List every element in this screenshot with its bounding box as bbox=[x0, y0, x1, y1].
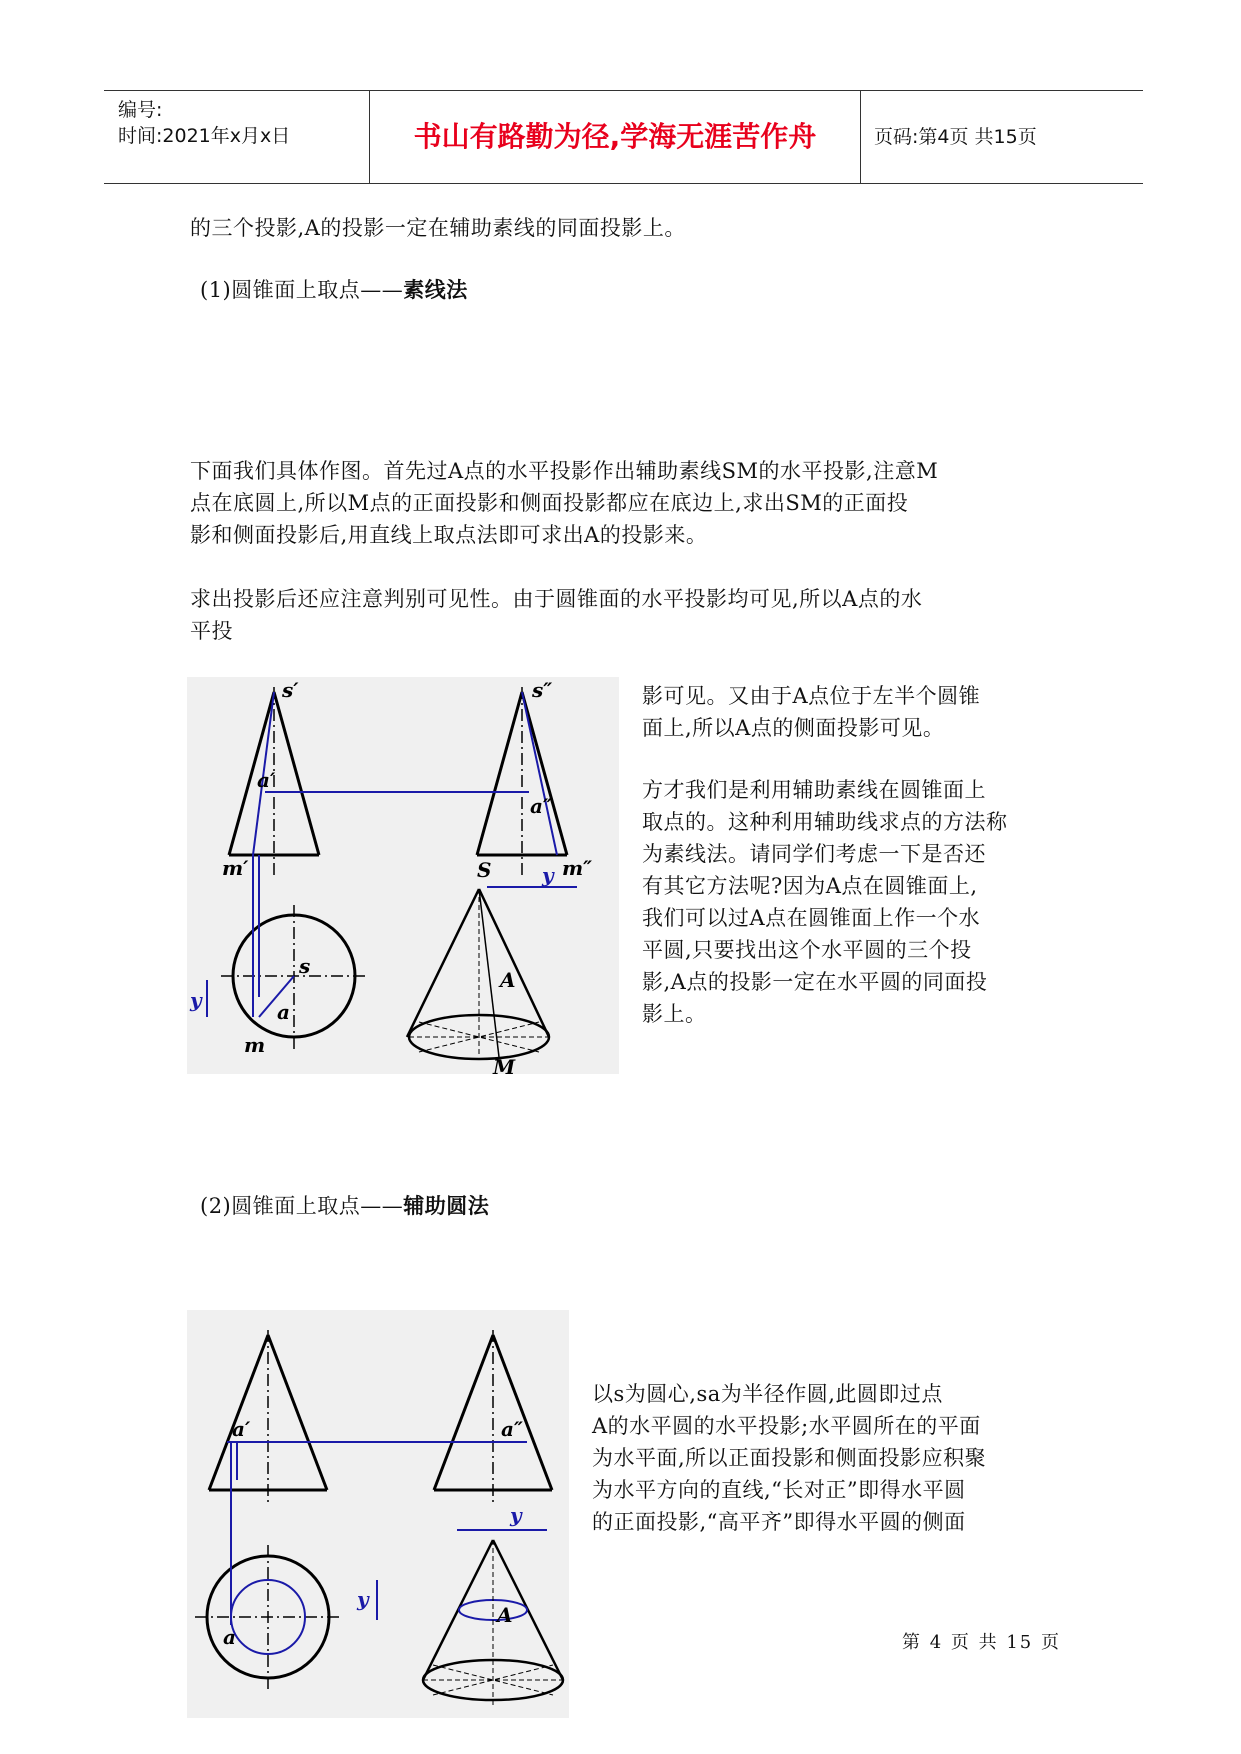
side3-line: A的水平圆的水平投影;水平圆所在的平面 bbox=[592, 1414, 981, 1438]
side1-line: 影可见。又由于A点位于左半个圆锥 bbox=[642, 684, 981, 708]
page-footer: 第 4 页 共 15 页 bbox=[902, 1632, 1061, 1653]
side3-line: 以s为圆心,sa为半径作圆,此圆即过点 bbox=[592, 1382, 943, 1406]
label-y-vertical: y bbox=[357, 1587, 369, 1611]
para2-line: 求出投影后还应注意判别可见性。由于圆锥面的水平投影均可见,所以A点的水 bbox=[190, 587, 923, 611]
page-header bbox=[104, 90, 1143, 184]
side-text-1 bbox=[642, 680, 980, 744]
figure-cone-generatrix bbox=[187, 677, 619, 1074]
side1-line: 面上,所以A点的侧面投影可见。 bbox=[642, 716, 945, 740]
section1-prefix: (1)圆锥面上取点—— bbox=[200, 278, 404, 302]
time-label: 时间:2021年x月x日 bbox=[118, 125, 291, 147]
label-y-vertical: y bbox=[190, 988, 202, 1012]
side2-line: 我们可以过A点在圆锥面上作一个水 bbox=[642, 906, 981, 930]
figure-cone-auxiliary-circle bbox=[187, 1310, 569, 1718]
header-page-label: 页码:第4页 共15页 bbox=[874, 126, 1037, 148]
side2-line: 取点的。这种利用辅助线求点的方法称 bbox=[642, 810, 1008, 834]
header-info-cell bbox=[104, 91, 370, 183]
side2-line: 有其它方法呢?因为A点在圆锥面上, bbox=[642, 874, 978, 898]
side2-line: 方才我们是利用辅助素线在圆锥面上 bbox=[642, 778, 986, 802]
label-A-iso: A bbox=[500, 968, 516, 992]
label-S-iso: S bbox=[477, 858, 492, 882]
side2-line: 影上。 bbox=[642, 1002, 707, 1026]
label-s-front: s′ bbox=[282, 678, 299, 702]
side2-line: 为素线法。请同学们考虑一下是否还 bbox=[642, 842, 986, 866]
label-a-top: a bbox=[277, 1000, 290, 1024]
section1-bold: 素线法 bbox=[403, 278, 468, 302]
label-m-side: m″ bbox=[562, 856, 593, 880]
section2-prefix: (2)圆锥面上取点—— bbox=[200, 1194, 404, 1218]
para2-line: 平投 bbox=[190, 619, 233, 643]
para1-line: 下面我们具体作图。首先过A点的水平投影作出辅助素线SM的水平投影,注意M bbox=[190, 459, 939, 483]
label-y-horizontal: y bbox=[510, 1503, 522, 1527]
label-a-side: a″ bbox=[501, 1417, 523, 1441]
label-a-front: a′ bbox=[232, 1417, 251, 1441]
label-a-front: a′ bbox=[257, 768, 276, 792]
label-s-top: s bbox=[299, 954, 311, 978]
paragraph-1 bbox=[190, 455, 938, 551]
side3-line: 的正面投影,“高平齐”即得水平圆的侧面 bbox=[592, 1510, 966, 1534]
label-s-side: s″ bbox=[532, 678, 553, 702]
label-A-iso: A bbox=[497, 1603, 513, 1627]
side2-line: 影,A点的投影一定在水平圆的同面投 bbox=[642, 970, 988, 994]
label-m-front: m′ bbox=[222, 856, 249, 880]
section2-heading bbox=[200, 1190, 489, 1222]
label-y-horizontal: y bbox=[542, 863, 554, 887]
section2-bold: 辅助圆法 bbox=[403, 1194, 490, 1218]
para1-line: 影和侧面投影后,用直线上取点法即可求出A的投影来。 bbox=[190, 523, 708, 547]
header-motto: 书山有路勤为径,学海无涯苦作舟 bbox=[370, 91, 861, 183]
label-a-top: a bbox=[223, 1625, 236, 1649]
section1-heading bbox=[200, 274, 468, 306]
label-M-iso: M bbox=[493, 1055, 516, 1074]
number-label: 编号: bbox=[118, 99, 163, 121]
intro-line: 的三个投影,A的投影一定在辅助素线的同面投影上。 bbox=[190, 216, 686, 240]
paragraph-2 bbox=[190, 583, 922, 647]
label-m-top: m bbox=[244, 1033, 266, 1057]
side-text-3 bbox=[592, 1378, 986, 1538]
side-text-2 bbox=[642, 774, 1008, 1030]
side2-line: 平圆,只要找出这个水平圆的三个投 bbox=[642, 938, 972, 962]
label-a-side: a″ bbox=[530, 794, 552, 818]
para1-line: 点在底圆上,所以M点的正面投影和侧面投影都应在底边上,求出SM的正面投 bbox=[190, 491, 909, 515]
side3-line: 为水平方向的直线,“长对正”即得水平圆 bbox=[592, 1478, 966, 1502]
side3-line: 为水平面,所以正面投影和侧面投影应积聚 bbox=[592, 1446, 987, 1470]
